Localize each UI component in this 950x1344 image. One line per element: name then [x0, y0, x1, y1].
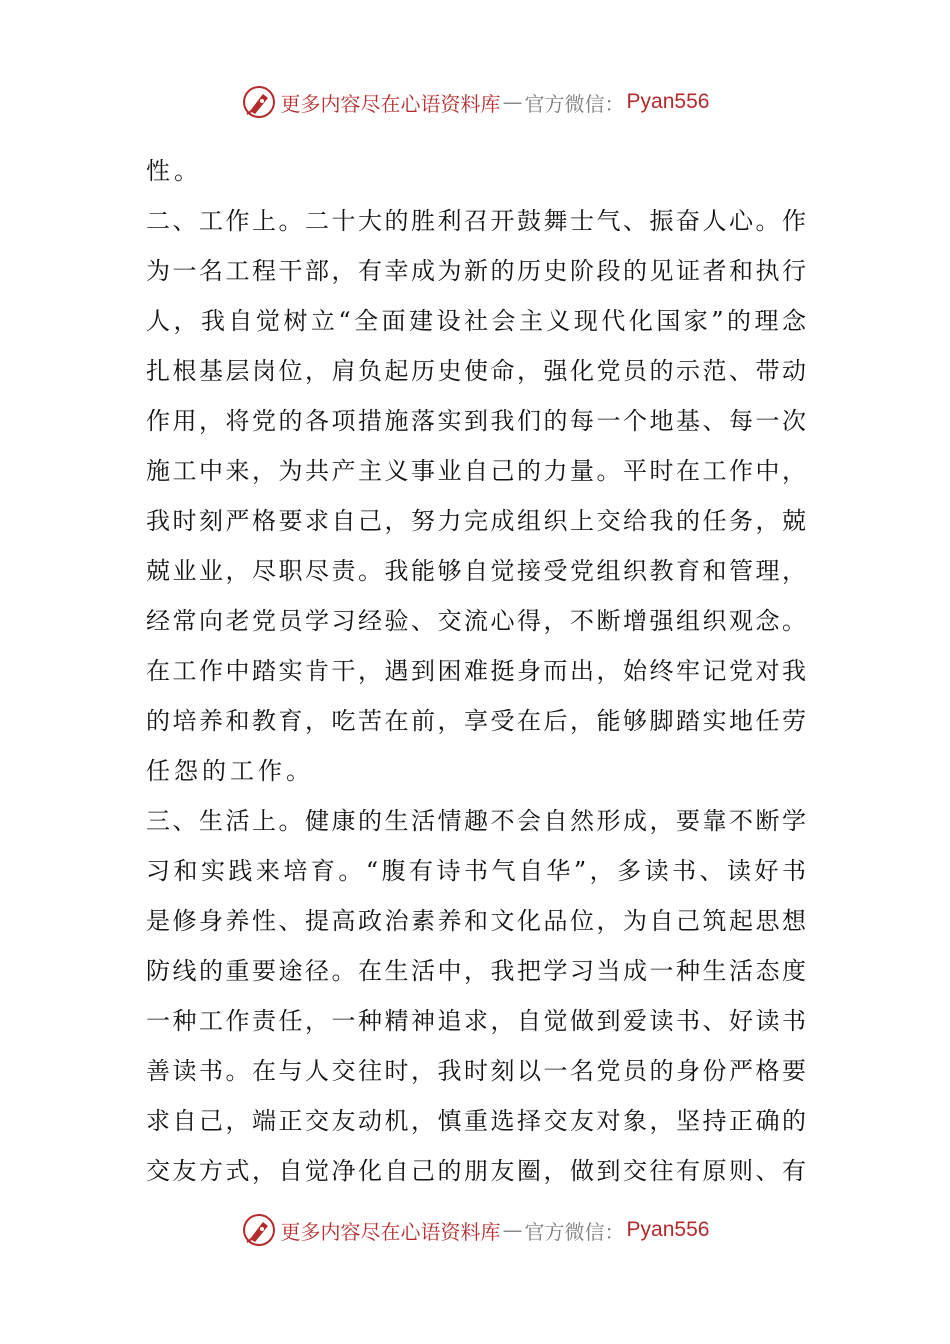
- text-line: 善读书。在与人交往时，我时刻以一名党员的身份严格要: [146, 1057, 806, 1085]
- text-line: 性。: [146, 157, 202, 185]
- text-line: 交友方式，自觉净化自己的朋友圈，做到交往有原则、有: [146, 1157, 806, 1185]
- wechat-label: 官方微信：: [524, 1219, 625, 1244]
- text-line: 我时刻严格要求自己，努力完成组织上交给我的任务，兢: [146, 507, 806, 535]
- text-line: 为一名工程干部，有幸成为新的历史阶段的见证者和执行: [146, 257, 806, 285]
- banner-separator: —: [502, 1218, 523, 1242]
- text-line: 施工中来，为共产主义事业自己的力量。平时在工作中，: [146, 457, 806, 485]
- document-body: [146, 146, 806, 1196]
- footer-banner: [0, 1210, 950, 1250]
- fountain-pen-logo-icon: [241, 84, 277, 120]
- fountain-pen-logo-icon: [241, 1212, 277, 1248]
- wechat-label: 官方微信：: [524, 91, 625, 116]
- text-line: 兢业业，尽职尽责。我能够自觉接受党组织教育和管理，: [146, 557, 806, 585]
- text-line: 求自己，端正交友动机，慎重选择交友对象，坚持正确的: [146, 1107, 806, 1135]
- text-line: 的培养和教育，吃苦在前，享受在后，能够脚踏实地任劳: [146, 707, 806, 735]
- text-line: 一种工作责任，一种精神追求，自觉做到爱读书、好读书: [146, 1007, 806, 1035]
- text-line: 是修身养性、提高政治素养和文化品位，为自己筑起思想: [146, 907, 806, 935]
- text-line: 经常向老党员学习经验、交流心得，不断增强组织观念。: [146, 607, 806, 635]
- banner-text: 更多内容尽在心语资料库: [280, 91, 501, 116]
- text-line: 作用，将党的各项措施落实到我们的每一个地基、每一次: [146, 407, 806, 435]
- text-line: 人，我自觉树立“全面建设社会主义现代化国家”的理念: [146, 307, 806, 335]
- header-banner: [0, 82, 950, 122]
- text-line: 扎根基层岗位，肩负起历史使命，强化党员的示范、带动: [146, 357, 806, 385]
- banner-text: 更多内容尽在心语资料库: [280, 1219, 501, 1244]
- text-line: 三、生活上。健康的生活情趣不会自然形成，要靠不断学: [146, 807, 806, 835]
- text-line: 习和实践来培育。“腹有诗书气自华”，多读书、读好书: [146, 857, 806, 885]
- wechat-id: Pyan556: [626, 90, 710, 113]
- text-line: 防线的重要途径。在生活中，我把学习当成一种生活态度: [146, 957, 806, 985]
- text-line: 任怨的工作。: [146, 757, 314, 785]
- text-line: 二、工作上。二十大的胜利召开鼓舞士气、振奋人心。作: [146, 207, 806, 235]
- banner-separator: —: [502, 90, 523, 114]
- wechat-id: Pyan556: [626, 1218, 710, 1241]
- text-line: 在工作中踏实肯干，遇到困难挺身而出，始终牢记党对我: [146, 657, 806, 685]
